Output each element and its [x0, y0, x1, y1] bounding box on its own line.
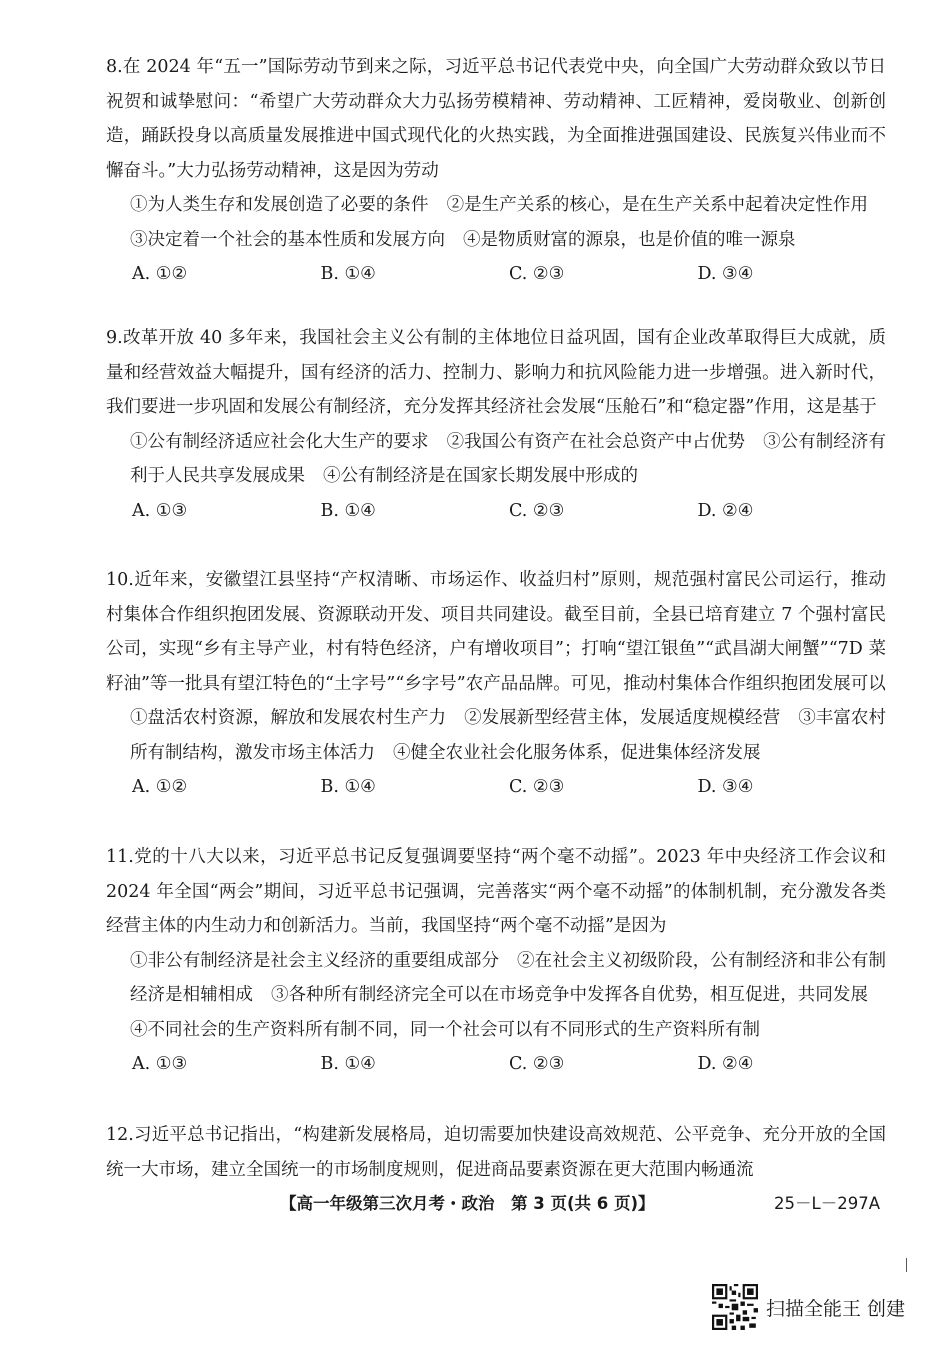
scanner-watermark — [712, 1284, 905, 1330]
option-c[interactable]: C. ②③ — [509, 777, 565, 797]
option-b[interactable]: B. ①④ — [320, 264, 376, 284]
statement-2: ②在社会主义初级阶段，公有制经济和非公有制经济是相辅相成 — [130, 950, 887, 1005]
statement-list — [106, 701, 886, 770]
statement-2: ②我国公有资产在社会总资产中占优势 — [446, 431, 746, 452]
statement-4: ④是物质财富的源泉，也是价值的唯一源泉 — [463, 229, 796, 250]
question-text: 近年来，安徽望江县坚持“产权清晰、市场运作、收益归村”原则，规范强村富民公司运行，推动村集体合作组织抱团发展、资源联动开发、项目共同建设。截至目前，全县已培育建立 7 个强村富民公司，实现“乡有主导产业，村有特色经济，户有增收项目”；打响“望江银鱼”“武昌湖大闸蟹”“7D 菜籽油”等一批具有望江特色的“土字号”“乡字号”农产品品牌。可见，推动村集体合作组织抱团发展可以 — [106, 570, 886, 694]
answer-options — [106, 770, 886, 805]
question-text: 习近平总书记指出，“构建新发展格局，迫切需要加快建设高效规范、公平竞争、充分开放的全国统一大市场，建立全国统一的市场制度规则，促进商品要素资源在更大范围内畅通流 — [106, 1125, 886, 1180]
question-number: 8. — [106, 57, 123, 77]
statement-2: ②是生产关系的核心，是在生产关系中起着决定性作用 — [446, 195, 868, 215]
option-c[interactable]: C. ②③ — [509, 264, 565, 284]
question-stem — [106, 563, 886, 701]
question-8 — [106, 50, 886, 292]
statement-3: ③决定着一个社会的基本性质和发展方向 — [130, 229, 445, 250]
question-number: 11. — [106, 847, 134, 867]
footer-title: 【高一年级第三次月考・政治 第 3 页(共 6 页)】 — [280, 1194, 655, 1213]
option-d[interactable]: D. ②④ — [697, 500, 754, 521]
statement-2: ②发展新型经营主体，发展适度规模经营 — [464, 708, 781, 728]
statement-3: ③各种所有制经济完全可以在市场竞争中发挥各自优势，相互促进，共同发展 — [270, 985, 868, 1005]
option-d[interactable]: D. ③④ — [697, 777, 754, 797]
option-c[interactable]: C. ②③ — [509, 500, 565, 521]
statement-list — [106, 188, 886, 257]
question-9 — [106, 321, 886, 528]
statement-list — [106, 944, 886, 1048]
question-12 — [106, 1118, 886, 1187]
qr-code-icon — [712, 1284, 758, 1330]
question-number: 9. — [106, 328, 123, 348]
option-b[interactable]: B. ①④ — [320, 1054, 376, 1074]
margin-mark — [906, 1258, 907, 1272]
statement-1: ①为人类生存和发展创造了必要的条件 — [130, 195, 429, 215]
question-11 — [106, 840, 886, 1082]
statement-1: ①公有制经济适应社会化大生产的要求 — [130, 431, 429, 452]
statement-3: ③公有制经济有利于人民共享发展成果 — [130, 431, 886, 486]
question-stem — [106, 50, 886, 188]
statement-1: ①非公有制经济是社会主义经济的重要组成部分 — [130, 950, 500, 971]
option-d[interactable]: D. ③④ — [697, 264, 754, 284]
option-c[interactable]: C. ②③ — [509, 1054, 565, 1074]
statement-4: ④公有制经济是在国家长期发展中形成的 — [323, 466, 638, 486]
question-text: 党的十八大以来，习近平总书记反复强调要坚持“两个毫不动摇”。2023 年中央经济工作会议和 2024 年全国“两会”期间，习近平总书记强调，完善落实“两个毫不动摇”的体制机制，充分激发各类经营主体的内生动力和创新活力。当前，我国坚持“两个毫不动摇”是因为 — [106, 847, 886, 936]
statement-4: ④健全农业社会化服务体系，促进集体经济发展 — [393, 742, 761, 763]
page-footer — [280, 1190, 880, 1214]
question-number: 10. — [106, 570, 134, 590]
statement-3: ③丰富农村所有制结构，激发市场主体活力 — [130, 708, 886, 763]
question-text: 在 2024 年“五一”国际劳动节到来之际，习近平总书记代表党中央，向全国广大劳动群众致以节日祝贺和诚挚慰问：“希望广大劳动群众大力弘扬劳模精神、劳动精神、工匠精神，爱岗敬业、创新创造，踊跃投身以高质量发展推进中国式现代化的火热实践，为全面推进强国建设、民族复兴伟业而不懈奋斗。”大力弘扬劳动精神，这是因为劳动 — [106, 57, 886, 181]
answer-options — [106, 494, 886, 529]
question-stem — [106, 321, 886, 425]
option-a[interactable]: A. ①② — [132, 777, 188, 797]
watermark-text: 扫描全能王 创建 — [766, 1297, 906, 1320]
option-b[interactable]: B. ①④ — [320, 777, 376, 797]
answer-options — [106, 1047, 886, 1082]
option-a[interactable]: A. ①③ — [132, 1054, 188, 1074]
statement-list — [106, 425, 886, 494]
question-stem — [106, 840, 886, 944]
option-b[interactable]: B. ①④ — [320, 500, 376, 521]
statement-1: ①盘活农村资源，解放和发展农村生产力 — [130, 708, 447, 728]
answer-options — [106, 257, 886, 292]
question-text: 改革开放 40 多年来，我国社会主义公有制的主体地位日益巩固，国有企业改革取得巨大成就，质量和经营效益大幅提升，国有经济的活力、控制力、影响力和抗风险能力进一步增强。进入新时代，我们要进一步巩固和发展公有制经济，充分发挥其经济社会发展“压舱石”和“稳定器”作用，这是基于 — [106, 328, 886, 417]
statement-4: ④不同社会的生产资料所有制不同，同一个社会可以有不同形式的生产资料所有制 — [130, 1019, 760, 1040]
option-d[interactable]: D. ②④ — [697, 1054, 754, 1074]
paper-code: 25－L－297A — [774, 1194, 880, 1213]
question-stem — [106, 1118, 886, 1187]
option-a[interactable]: A. ①③ — [132, 500, 188, 521]
option-a[interactable]: A. ①② — [132, 264, 188, 284]
question-number: 12. — [106, 1125, 134, 1145]
question-10 — [106, 563, 886, 805]
